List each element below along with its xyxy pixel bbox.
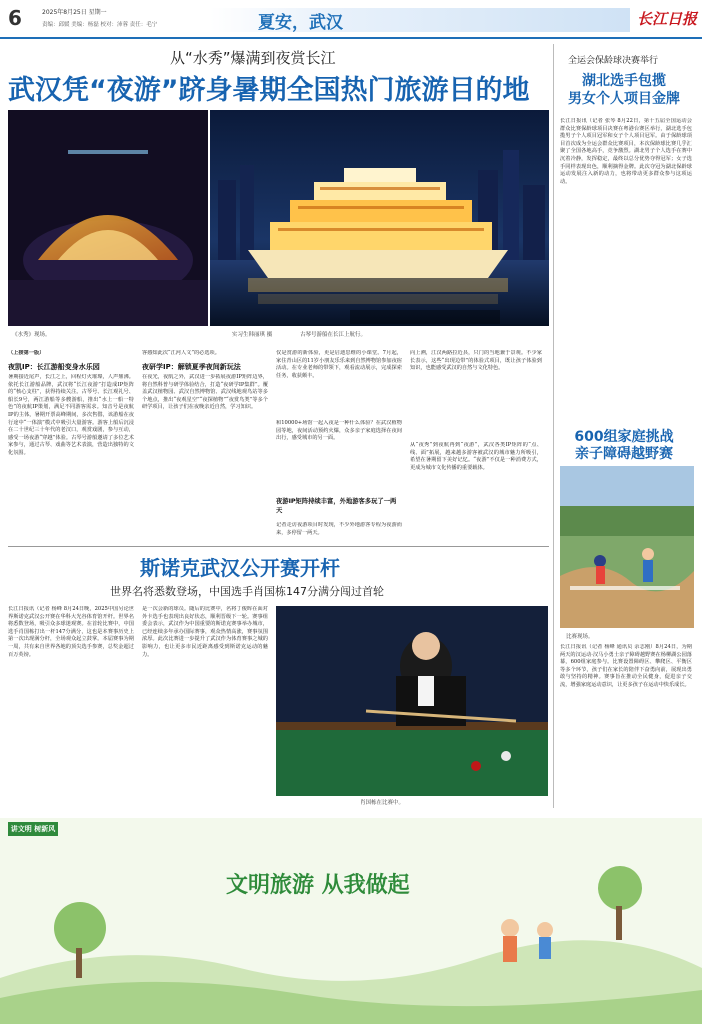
- lead-column-3-b: 和10000+场馆一起入夜是一种什么体验？在武汉植物园等地，夜间活动预约火爆，众多亲子家庭选择在夜间出行，感受城市的另一面。: [276, 420, 402, 442]
- continued-note: （上接第一版）: [8, 350, 45, 356]
- bowling-headline-1: 湖北选手包揽: [582, 73, 666, 89]
- family-race-headline-1: 600组家庭挑战: [574, 429, 674, 445]
- bowling-headline-2: 男女个人项目金牌: [568, 91, 680, 107]
- issue-date: 2025年8月25日 星期一: [42, 9, 107, 16]
- snooker-column-2: 是一次会新的球员。随后的比赛中，名将丁俊晖在面对外卡选手也表现出良好状态，顺利晋级下一轮。赛事组委会表示，武汉作为中国重要的斯诺克赛事举办城市，已经连续多年承办国际赛事，观众热情高涨，赛事氛围浓厚。此次比赛进一步提升了武汉作为体育赛事之城的影响力，也让更多市民近距离感受到斯诺克运动的魅力。: [142, 606, 268, 658]
- lead-column-3-c: 记者走访夜游项目时发现，不少外地游客专程为夜游而来，多停留一两天。: [276, 522, 402, 536]
- bowling-kicker: 全运会保龄球决赛举行: [568, 56, 659, 66]
- night-cruise-photo: [8, 110, 549, 326]
- ad-illustration: [0, 818, 702, 1024]
- column-divider: [553, 44, 554, 808]
- bowling-article: 长江日报讯（记者 张琴 8月22日，第十五届全国运动会群众比赛保龄球项目决赛在粤港台赛区举行，湖北选手包揽男子个人项目冠军和女子个人项目冠军。由于保龄球项目首次成为全运会群众比赛项目，本次保龄球比赛几乎汇聚了全国各地高手，竞争激烈。湖北男子个人选手在赛中沉着冷静，发挥稳定，最终以总分优势夺得冠军；女子选手同样表现出色，顺利摘得金牌。此次夺冠为湖北保龄球运动发展注入新的动力，也将带动更多群众参与这项运动。: [560, 118, 692, 185]
- section-title: 夏安，武汉: [258, 13, 343, 33]
- civility-ad: [0, 818, 702, 1024]
- subhead-night-study: 夜研学IP：解锁夏季夜间新玩法: [142, 363, 241, 371]
- ad-tag: 讲文明 树新风: [8, 822, 58, 836]
- lead-kicker: 从“水秀”爆满到夜赏长江: [170, 49, 336, 67]
- photo-caption-right: 古琴号游船在长江上航行。: [300, 332, 367, 338]
- page-number: 6: [8, 6, 22, 30]
- newspaper-logo: 长江日报: [637, 10, 698, 28]
- lead-column-4-b: 从“夜秀”到夜航再到“夜游”，武汉各类IP矩阵的“点、线、面”拓展，越来越多游客被武汉的城市魅力所吸引，希望在暑期留下美好记忆。“夜游”不仅是一种消费方式，更成为城市文化传播的重要载体。: [410, 442, 542, 471]
- header-divider: [0, 37, 702, 39]
- snooker-subheadline: 世界名将悉数登场，中国选手肖国栋147分满分闯过首轮: [110, 585, 384, 598]
- photo-caption-left: 《水秀》现场。: [12, 332, 51, 338]
- lead-column-2-top: 客感知此次“江河人文”的必选项。: [142, 350, 220, 356]
- lead-photo: [8, 110, 549, 326]
- lead-column-3: 仅是赏游的新体验，更是启迪思维的小课堂。7月起，家住青山区的11岁小朋友乐乐来到自然博物馆参加夜宿活动。在专业老师的带领下，观看流动展示，完成探索任务，收获颇丰。: [276, 350, 402, 379]
- lead-column-1: 暑期接近尾声，长江之上，回程灯火璀璨，人声鼎沸。依托长江游船品牌，武汉将“长江夜游”打造成IP矩阵的“核心支柱”，获得持续关注。古琴号、长江观礼号、船长9号，两江游船等多艘游船，推出“水上一船一特色”的夜航IP策划，满足不同游客需求。知音号是夜航IP的主体，暑期开票高峰期间，多次售罄，该游船在夜行途中“一体演”模式中吸引大量游客。游客上船后沉浸在二十世纪三十年代的老汉口，观赏戏剧，参与互动，感受一场夜游“穿越”体验。古琴号游船邀请了多位艺术家参与，通过古琴、戏曲等艺术表演，营造出独特的文化氛围。: [8, 374, 134, 456]
- snooker-photo: [276, 606, 548, 796]
- snooker-player-photo: [276, 606, 548, 796]
- subhead-night-tour-matrix: 夜游IP矩阵持续丰富，外地游客多玩了一两天: [276, 498, 397, 514]
- obstacle-race-photo: [560, 466, 694, 628]
- subhead-river-cruise: 夜凯IP：长江游船变身水乐园: [8, 363, 100, 371]
- snooker-column-1: 长江日报讯（记者 杨峰 8月24日晚，2025中国另论世界斯诺克武汉公开赛在华科大光谷体育馆开杆。世界名将悉数登场，吸引众多球迷观赛。在首轮比赛中，中国选手肖国栋打出一杆147分满分，这也是本赛事历史上第一次出现满分杆，全场观众起立鼓掌。本届赛事为期一周，共有来自世界各地的顶尖选手参赛，总奖金超过百万英镑。: [8, 606, 134, 658]
- snooker-photo-caption: 肖国栋在比赛中。: [360, 800, 405, 806]
- photo-credit: 实习生韩丽琪 摄: [232, 332, 273, 338]
- family-race-photo: [560, 466, 694, 628]
- snooker-headline: 斯诺克武汉公开赛开杆: [140, 556, 340, 580]
- page-header: [0, 0, 702, 40]
- family-race-article: 长江日报讯（记者 杨峰 通讯员 余志刚）8月24日，为期两天的汉运动·汉马小勇士亲子障碍越野赛在杨柳湖公园落幕，600组家庭参与。比赛设置障碍区、攀爬区、平衡区等多个环节，孩子们在家长的陪伴下奋勇向前，展现出勇敢与坚持的精神。赛事旨在推动全民健身，促进亲子交流，增强家庭运动意识，让更多孩子在运动中快乐成长。: [560, 644, 692, 688]
- lead-column-2: 在夜光，夜航之外，武汉进一步拓展夜游IP矩阵边界，将自然科普与研学体验结合，打造“夜研学IP集群”。覆盖武汉植物园、武汉自然博物馆、武汉线地观鸟站等多个地点，推出“夜观星空”“夜探植物”“夜赏鸟类”等多个研学项目，让孩子们在夜晚亲近自然，学习知识。: [142, 374, 268, 411]
- family-race-caption: 比赛现场。: [566, 634, 594, 640]
- lead-column-4: 向上溯，江汉两路拉近县，只门的当地兼于景观。不少家长表示，这些“出现边带”的体验式项目，既让孩子体验到知识，也能感受武汉的自然与文化特色。: [410, 350, 542, 372]
- family-race-headline-2: 亲子障碍越野赛: [575, 446, 673, 462]
- editor-credits: 责编：邱媛 美编：杨磊 校对：沛蓉 责任：毛宁: [42, 22, 158, 28]
- lead-headline: 武汉凭“夜游”跻身暑期全国热门旅游目的地: [8, 75, 530, 106]
- story-divider: [8, 546, 549, 547]
- ad-slogan: 文明旅游 从我做起: [226, 873, 410, 898]
